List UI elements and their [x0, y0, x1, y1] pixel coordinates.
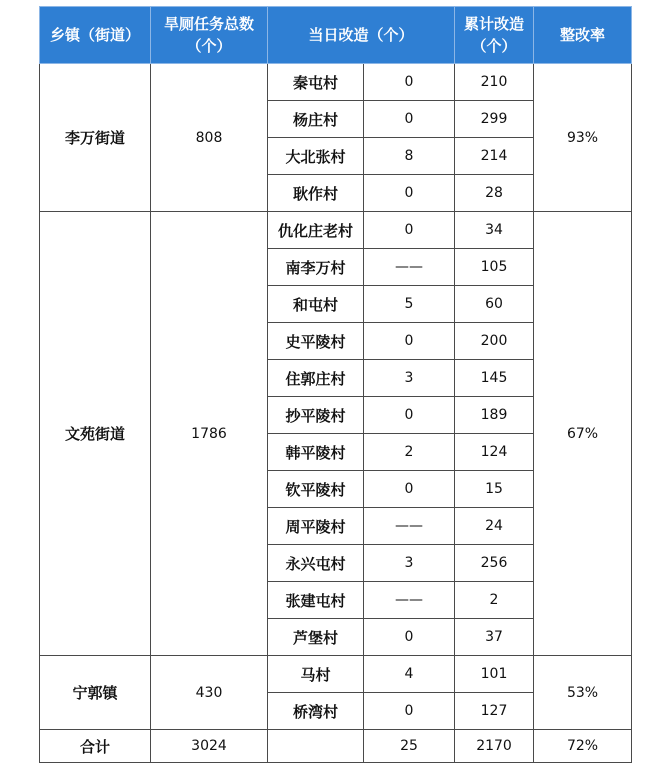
town-name: 宁郭镇: [40, 656, 151, 730]
village-name: 南李万村: [268, 249, 364, 286]
cumulative-count: 15: [455, 471, 534, 508]
daily-count: ——: [364, 249, 455, 286]
village-name: 史平陵村: [268, 323, 364, 360]
total-cumulative: 2170: [455, 730, 534, 763]
total-label: 合计: [40, 730, 151, 763]
daily-count: 3: [364, 545, 455, 582]
header-row: [40, 7, 632, 64]
task-total: 808: [151, 64, 268, 212]
total-row: [40, 730, 632, 763]
header-cumulative: [455, 7, 534, 64]
daily-count: 3: [364, 360, 455, 397]
header-town: 乡镇（街道）: [40, 7, 151, 64]
cumulative-count: 2: [455, 582, 534, 619]
cumulative-count: 200: [455, 323, 534, 360]
daily-count: 0: [364, 323, 455, 360]
header-rate: 整改率: [534, 7, 632, 64]
daily-count: ——: [364, 508, 455, 545]
village-name: 秦屯村: [268, 64, 364, 101]
table-row: [40, 656, 632, 693]
town-name: 文苑街道: [40, 212, 151, 656]
cumulative-count: 60: [455, 286, 534, 323]
cumulative-count: 189: [455, 397, 534, 434]
daily-count: 4: [364, 656, 455, 693]
village-name: 耿作村: [268, 175, 364, 212]
total-rate: 72%: [534, 730, 632, 763]
cumulative-count: 34: [455, 212, 534, 249]
village-name: 周平陵村: [268, 508, 364, 545]
daily-count: 0: [364, 175, 455, 212]
cumulative-count: 105: [455, 249, 534, 286]
cumulative-count: 37: [455, 619, 534, 656]
total-village-empty: [268, 730, 364, 763]
daily-count: ——: [364, 582, 455, 619]
village-name: 芦堡村: [268, 619, 364, 656]
header-daily: 当日改造（个）: [268, 7, 455, 64]
daily-count: 0: [364, 471, 455, 508]
village-name: 韩平陵村: [268, 434, 364, 471]
renovation-table: [39, 6, 632, 763]
rectification-rate: 53%: [534, 656, 632, 730]
rectification-rate: 93%: [534, 64, 632, 212]
task-total: 430: [151, 656, 268, 730]
cumulative-count: 299: [455, 101, 534, 138]
daily-count: 8: [364, 138, 455, 175]
daily-count: 0: [364, 397, 455, 434]
header-cum-line1: 累计改造: [464, 15, 525, 33]
header-cum-line2: （个）: [471, 37, 517, 55]
daily-count: 0: [364, 693, 455, 730]
daily-count: 0: [364, 101, 455, 138]
cumulative-count: 124: [455, 434, 534, 471]
daily-count: 0: [364, 212, 455, 249]
village-name: 抄平陵村: [268, 397, 364, 434]
table-row: [40, 212, 632, 249]
daily-count: 2: [364, 434, 455, 471]
cumulative-count: 214: [455, 138, 534, 175]
cumulative-count: 24: [455, 508, 534, 545]
village-name: 钦平陵村: [268, 471, 364, 508]
daily-count: 0: [364, 64, 455, 101]
village-name: 杨庄村: [268, 101, 364, 138]
cumulative-count: 210: [455, 64, 534, 101]
village-name: 张建屯村: [268, 582, 364, 619]
town-name: 李万街道: [40, 64, 151, 212]
header-task-line1: 旱厕任务总数: [163, 15, 254, 33]
table-row: [40, 64, 632, 101]
village-name: 大北张村: [268, 138, 364, 175]
cumulative-count: 127: [455, 693, 534, 730]
cumulative-count: 145: [455, 360, 534, 397]
header-task-line2: （个）: [186, 37, 232, 55]
cumulative-count: 101: [455, 656, 534, 693]
total-task: 3024: [151, 730, 268, 763]
cumulative-count: 256: [455, 545, 534, 582]
daily-count: 5: [364, 286, 455, 323]
village-name: 马村: [268, 656, 364, 693]
table-container: [39, 6, 631, 763]
rectification-rate: 67%: [534, 212, 632, 656]
task-total: 1786: [151, 212, 268, 656]
total-daily: 25: [364, 730, 455, 763]
daily-count: 0: [364, 619, 455, 656]
cumulative-count: 28: [455, 175, 534, 212]
village-name: 住郭庄村: [268, 360, 364, 397]
village-name: 永兴屯村: [268, 545, 364, 582]
header-task-total: [151, 7, 268, 64]
village-name: 和屯村: [268, 286, 364, 323]
village-name: 仇化庄老村: [268, 212, 364, 249]
village-name: 桥湾村: [268, 693, 364, 730]
